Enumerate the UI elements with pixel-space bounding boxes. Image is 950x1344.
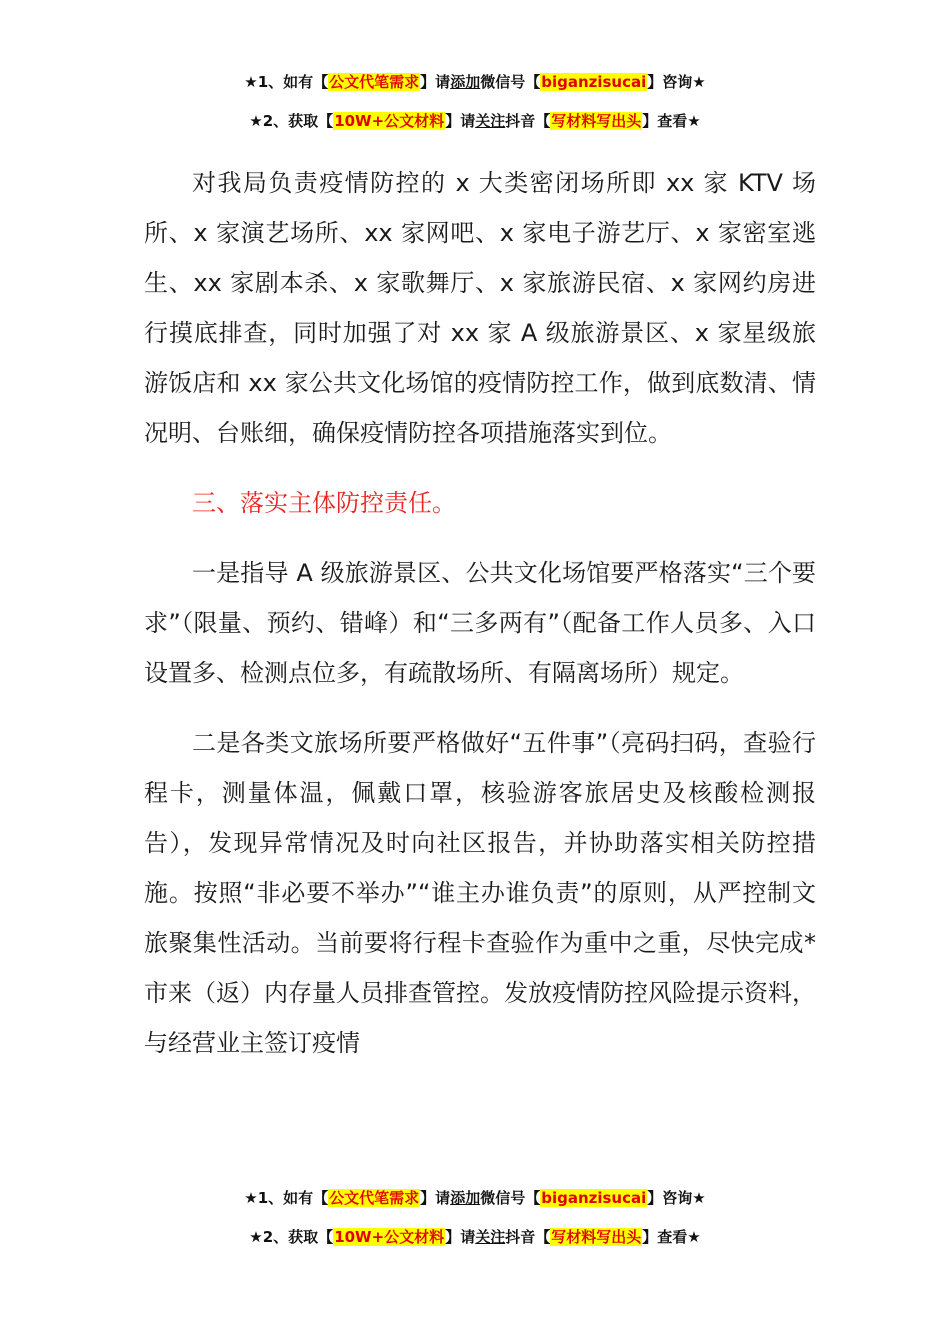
banner-text: 微信号【 [480,1189,541,1207]
banner-highlight: 公文代笔需求 [329,1189,420,1207]
paragraph-3: 二是各类文旅场所要严格做好“五件事”（亮码扫码，查验行程卡，测量体温，佩戴口罩，核验游客旅居史及核酸检测报告），发现异常情况及时向社区报告，并协助落实相关防控措施。按照“非必要不举办”“谁主办谁负责”的原则，从严控制文旅聚集性活动。当前要将行程卡查验作为重中之重，尽快完成*市来（返）内存量人员排查管控。发放疫情防控风险提示资料，与经营业主签订疫情 [144,729,816,1057]
banner-text: 】请 [420,1189,451,1207]
bottom-banner [0,1179,950,1257]
banner-text: ★2、获取【 [249,112,334,130]
banner-highlight: 公文代笔需求 [329,73,420,91]
document-body [144,158,816,1068]
banner-text: 】请 [420,73,451,91]
banner-text: 】咨询★ [647,73,706,91]
paragraph-2: 一是指导 A 级旅游景区、公共文化场馆要严格落实“三个要求”（限量、预约、错峰）和“三多两有”（配备工作人员多、入口设置多、检测点位多，有疏散场所、有隔离场所）规定。 [144,559,816,687]
banner-text: 】请 [445,112,476,130]
banner-text: 微信号【 [480,73,541,91]
banner-line-1 [0,63,950,102]
top-banner [0,63,950,141]
banner-highlight: 写材料写出头 [551,112,642,130]
banner-underline: 添加 [450,1189,481,1207]
banner-underline: 关注 [475,112,506,130]
banner-text: 】咨询★ [647,1189,706,1207]
banner-line-1 [0,1179,950,1218]
banner-line-2 [0,102,950,141]
banner-text: ★2、获取【 [249,1228,334,1246]
banner-highlight: 10W+公文材料 [334,1228,445,1246]
banner-text: 抖音【 [505,112,551,130]
banner-line-2 [0,1218,950,1257]
banner-text: 抖音【 [505,1228,551,1246]
banner-text: ★1、如有【 [244,1189,329,1207]
banner-highlight: 10W+公文材料 [334,112,445,130]
banner-highlight: biganzisucai [541,73,647,91]
banner-text: 】查看★ [642,112,701,130]
banner-underline: 添加 [450,73,481,91]
paragraph-1: 对我局负责疫情防控的 x 大类密闭场所即 xx 家 KTV 场所、x 家演艺场所、xx 家网吧、x 家电子游艺厅、x 家密室逃生、xx 家剧本杀、x 家歌舞厅、x 家旅游民宿、x 家网约房进行摸底排查，同时加强了对 xx 家 A 级旅游景区、x 家星级旅游饭店和 xx 家公共文化场馆的疫情防控工作，做到底数清、情况明、台账细，确保疫情防控各项措施落实到位。 [144,169,816,447]
banner-highlight: 写材料写出头 [551,1228,642,1246]
banner-text: ★1、如有【 [244,73,329,91]
banner-highlight: biganzisucai [541,1189,647,1207]
banner-text: 】请 [445,1228,476,1246]
banner-underline: 关注 [475,1228,506,1246]
section-heading-3: 三、落实主体防控责任。 [192,489,456,517]
banner-text: 】查看★ [642,1228,701,1246]
